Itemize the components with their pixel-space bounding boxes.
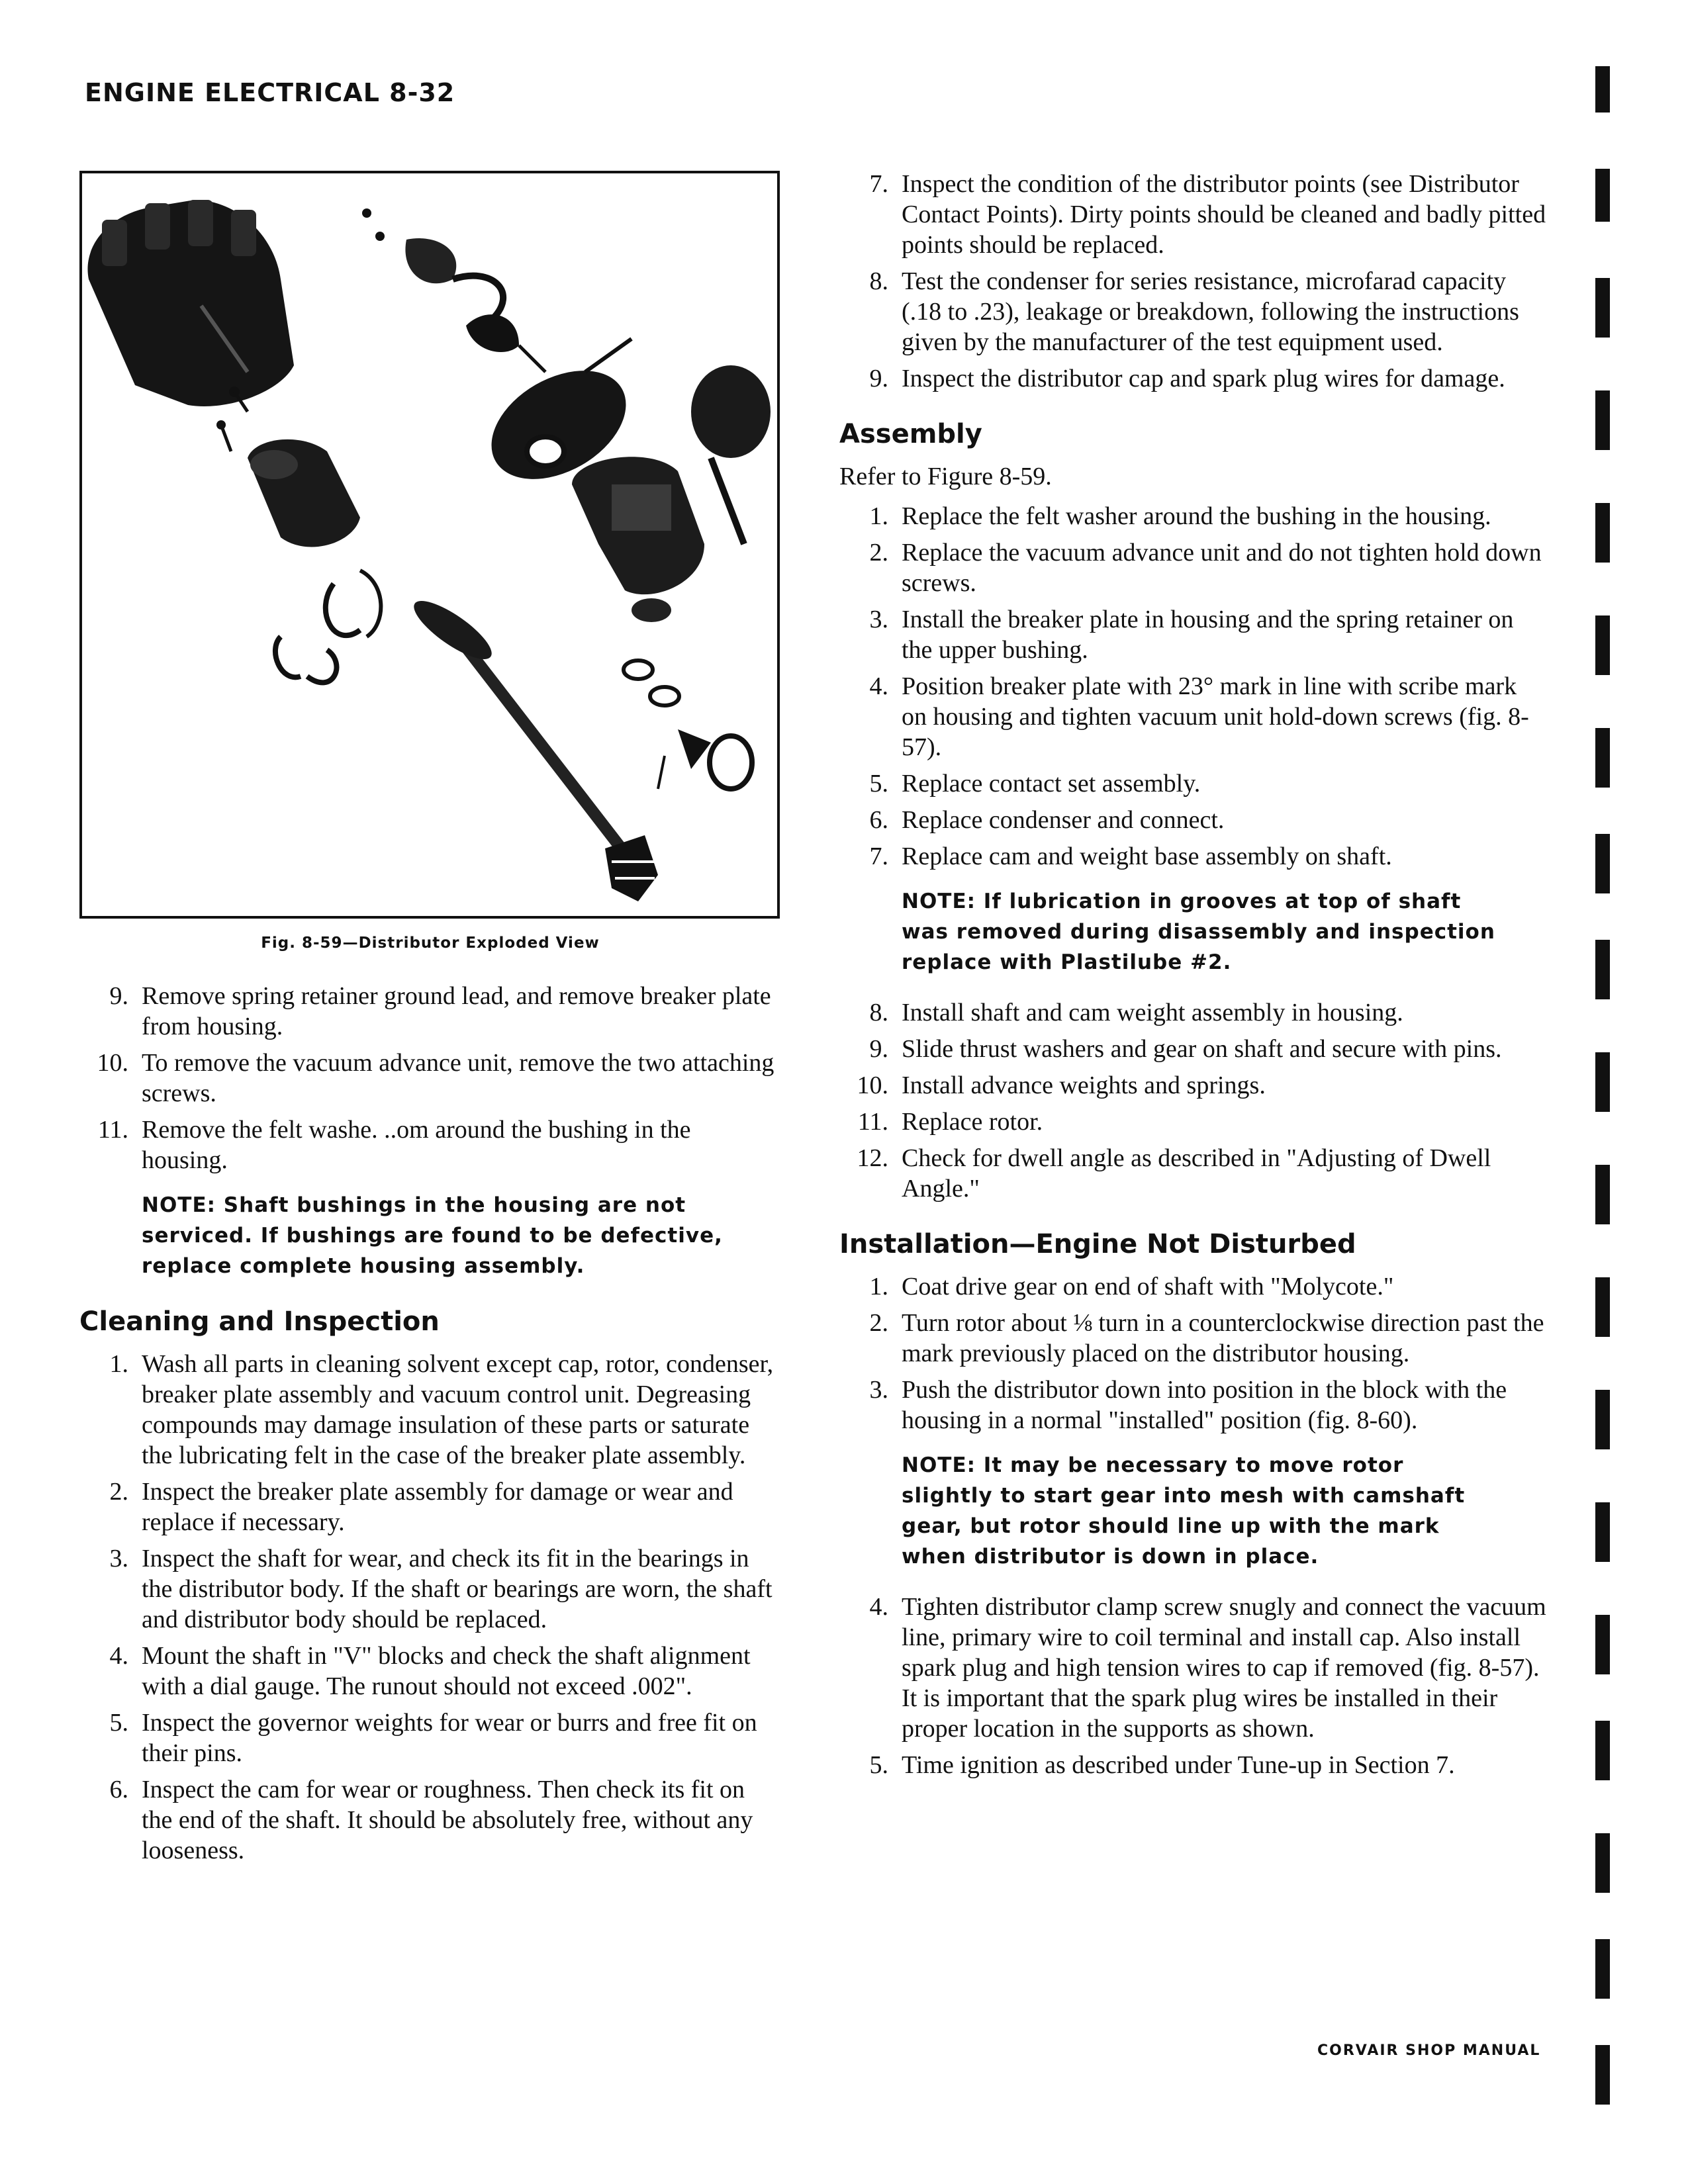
installation-steps-continued xyxy=(839,1592,1546,1780)
list-item: 5. Inspect the governor weights for wear or burrs and free fit on their pins. xyxy=(109,1709,757,1767)
list-item: 1. Replace the felt washer around the bushing in the housing. xyxy=(869,502,1491,530)
list-item: 10. To remove the vacuum advance unit, remove the two attaching screws. xyxy=(97,1049,774,1107)
revision-bar xyxy=(1595,834,1610,893)
list-item: 8. Test the condenser for series resistance, microfarad capacity (.18 to .23), leakage or breakdown, following the instructions given by the manufacturer of the test equipment used. xyxy=(869,267,1519,356)
right-column xyxy=(839,169,1546,1786)
revision-bar xyxy=(1595,2045,1610,2105)
list-item: 2. Turn rotor about ⅛ turn in a counterclockwise direction past the mark previously placed on the distributor housing. xyxy=(869,1309,1544,1367)
revision-bar xyxy=(1595,1615,1610,1674)
list-item: 7. Replace cam and weight base assembly on shaft. xyxy=(869,842,1392,870)
list-item: 2. Inspect the breaker plate assembly for damage or wear and replace if necessary. xyxy=(109,1478,733,1536)
revision-bar xyxy=(1595,615,1610,675)
vacuum-advance-part xyxy=(691,365,771,544)
revision-bar xyxy=(1595,1833,1610,1893)
list-item: 10. Install advance weights and springs. xyxy=(857,1071,1266,1099)
note-lubrication: NOTE: If lubrication in grooves at top of shaft was removed during disassembly and inspection replace with Plastilube #2. xyxy=(902,889,1495,974)
note-shaft-bushings: NOTE: Shaft bushings in the housing are not serviced. If bushings are found to be defective, replace complete housing assembly. xyxy=(142,1193,723,1278)
heading-assembly: Assembly xyxy=(839,419,982,449)
page-header: ENGINE ELECTRICAL 8-32 xyxy=(85,78,455,107)
left-column xyxy=(79,981,781,1872)
revision-bar xyxy=(1595,1277,1610,1337)
cleaning-steps xyxy=(79,1349,781,1866)
revision-bar xyxy=(1595,1165,1610,1224)
installation-steps xyxy=(839,1271,1546,1435)
assembly-steps-continued xyxy=(839,997,1546,1204)
disassembly-steps-continued xyxy=(79,981,781,1175)
list-item: 3. Push the distributor down into position in the block with the housing in a normal "installed" position (fig. 8-60). xyxy=(869,1376,1507,1434)
revision-bar xyxy=(1595,66,1610,113)
heading-installation: Installation—Engine Not Disturbed xyxy=(839,1229,1356,1259)
list-item: 2. Replace the vacuum advance unit and do not tighten hold down screws. xyxy=(869,539,1542,597)
revision-bar xyxy=(1595,1502,1610,1562)
list-item: 8. Install shaft and cam weight assembly in housing. xyxy=(869,999,1403,1026)
list-item: 9. Remove spring retainer ground lead, and remove breaker plate from housing. xyxy=(109,982,771,1040)
revision-bar xyxy=(1595,940,1610,999)
list-item: 6. Replace condenser and connect. xyxy=(869,806,1225,834)
list-item: 11. Remove the felt washe. ..om around the bushing in the housing. xyxy=(97,1116,691,1174)
revision-bar xyxy=(1595,278,1610,338)
revision-bar xyxy=(1595,1721,1610,1780)
figure-caption: Fig. 8-59—Distributor Exploded View xyxy=(261,934,600,952)
list-item: 1. Coat drive gear on end of shaft with "Molycote." xyxy=(869,1273,1394,1300)
list-item: 5. Time ignition as described under Tune-up in Section 7. xyxy=(869,1751,1455,1779)
revision-bar xyxy=(1595,390,1610,450)
list-item: 4. Mount the shaft in "V" blocks and check the shaft alignment with a dial gauge. The runout should not exceed .002". xyxy=(109,1642,751,1700)
cleaning-steps-continued xyxy=(839,169,1546,394)
list-item: 6. Inspect the cam for wear or roughness. Then check its fit on the end of the shaft. It should be absolutely free, without any looseness. xyxy=(109,1776,753,1864)
list-item: 1. Wash all parts in cleaning solvent except cap, rotor, condenser, breaker plate assembly and vacuum control unit. Degreasing compounds may damage insulation of these parts or saturate the lubricating felt in the case of the breaker plate assembly. xyxy=(109,1350,774,1469)
list-item: 3. Inspect the shaft for wear, and check its fit in the bearings in the distributor body. If the shaft or bearings are worn, the shaft and distributor body should be replaced. xyxy=(109,1545,773,1633)
list-item: 3. Install the breaker plate in housing and the spring retainer on the upper bushing. xyxy=(869,606,1514,664)
note-rotor-mesh: NOTE: It may be necessary to move rotor slightly to start gear into mesh with camshaft gear, but rotor should line up with the mark when distributor is down in place. xyxy=(902,1453,1466,1569)
distributor-exploded-illustration xyxy=(82,173,777,916)
revision-bar xyxy=(1595,728,1610,788)
list-item: 4. Position breaker plate with 23° mark in line with scribe mark on housing and tighten vacuum unit hold-down screws (fig. 8-57). xyxy=(869,672,1529,761)
list-item: 11. Replace rotor. xyxy=(857,1108,1043,1136)
list-item: 7. Inspect the condition of the distributor points (see Distributor Contact Points). Dirty points should be cleaned and badly pitted points should be replaced. xyxy=(869,170,1546,259)
revision-bar xyxy=(1595,169,1610,222)
page-footer: CORVAIR SHOP MANUAL xyxy=(1317,2042,1541,2059)
revision-bar xyxy=(1595,503,1610,563)
housing-part xyxy=(572,457,704,622)
heading-cleaning-inspection: Cleaning and Inspection xyxy=(79,1306,440,1337)
figure-distributor-exploded-view xyxy=(79,171,780,919)
revision-bar xyxy=(1595,1939,1610,1999)
assembly-intro: Refer to Figure 8-59. xyxy=(839,463,1052,490)
revision-bar xyxy=(1595,1390,1610,1449)
list-item: 4. Tighten distributor clamp screw snugly and connect the vacuum line, primary wire to coil terminal and install cap. Also install spark plug and high tension wires to cap if removed (fig. 8-57). It is important that the spark plug wires be installed in their proper location in the supports as shown. xyxy=(869,1593,1546,1743)
list-item: 12. Check for dwell angle as described in "Adjusting of Dwell Angle." xyxy=(857,1144,1491,1203)
list-item: 9. Inspect the distributor cap and spark plug wires for damage. xyxy=(869,365,1505,392)
distributor-cap-part xyxy=(87,200,294,406)
revision-bar xyxy=(1595,1052,1610,1112)
shaft-part xyxy=(406,592,632,862)
list-item: 9. Slide thrust washers and gear on shaft and secure with pins. xyxy=(869,1035,1502,1063)
assembly-steps xyxy=(839,501,1546,872)
rotor-part xyxy=(248,439,360,547)
list-item: 5. Replace contact set assembly. xyxy=(869,770,1201,797)
